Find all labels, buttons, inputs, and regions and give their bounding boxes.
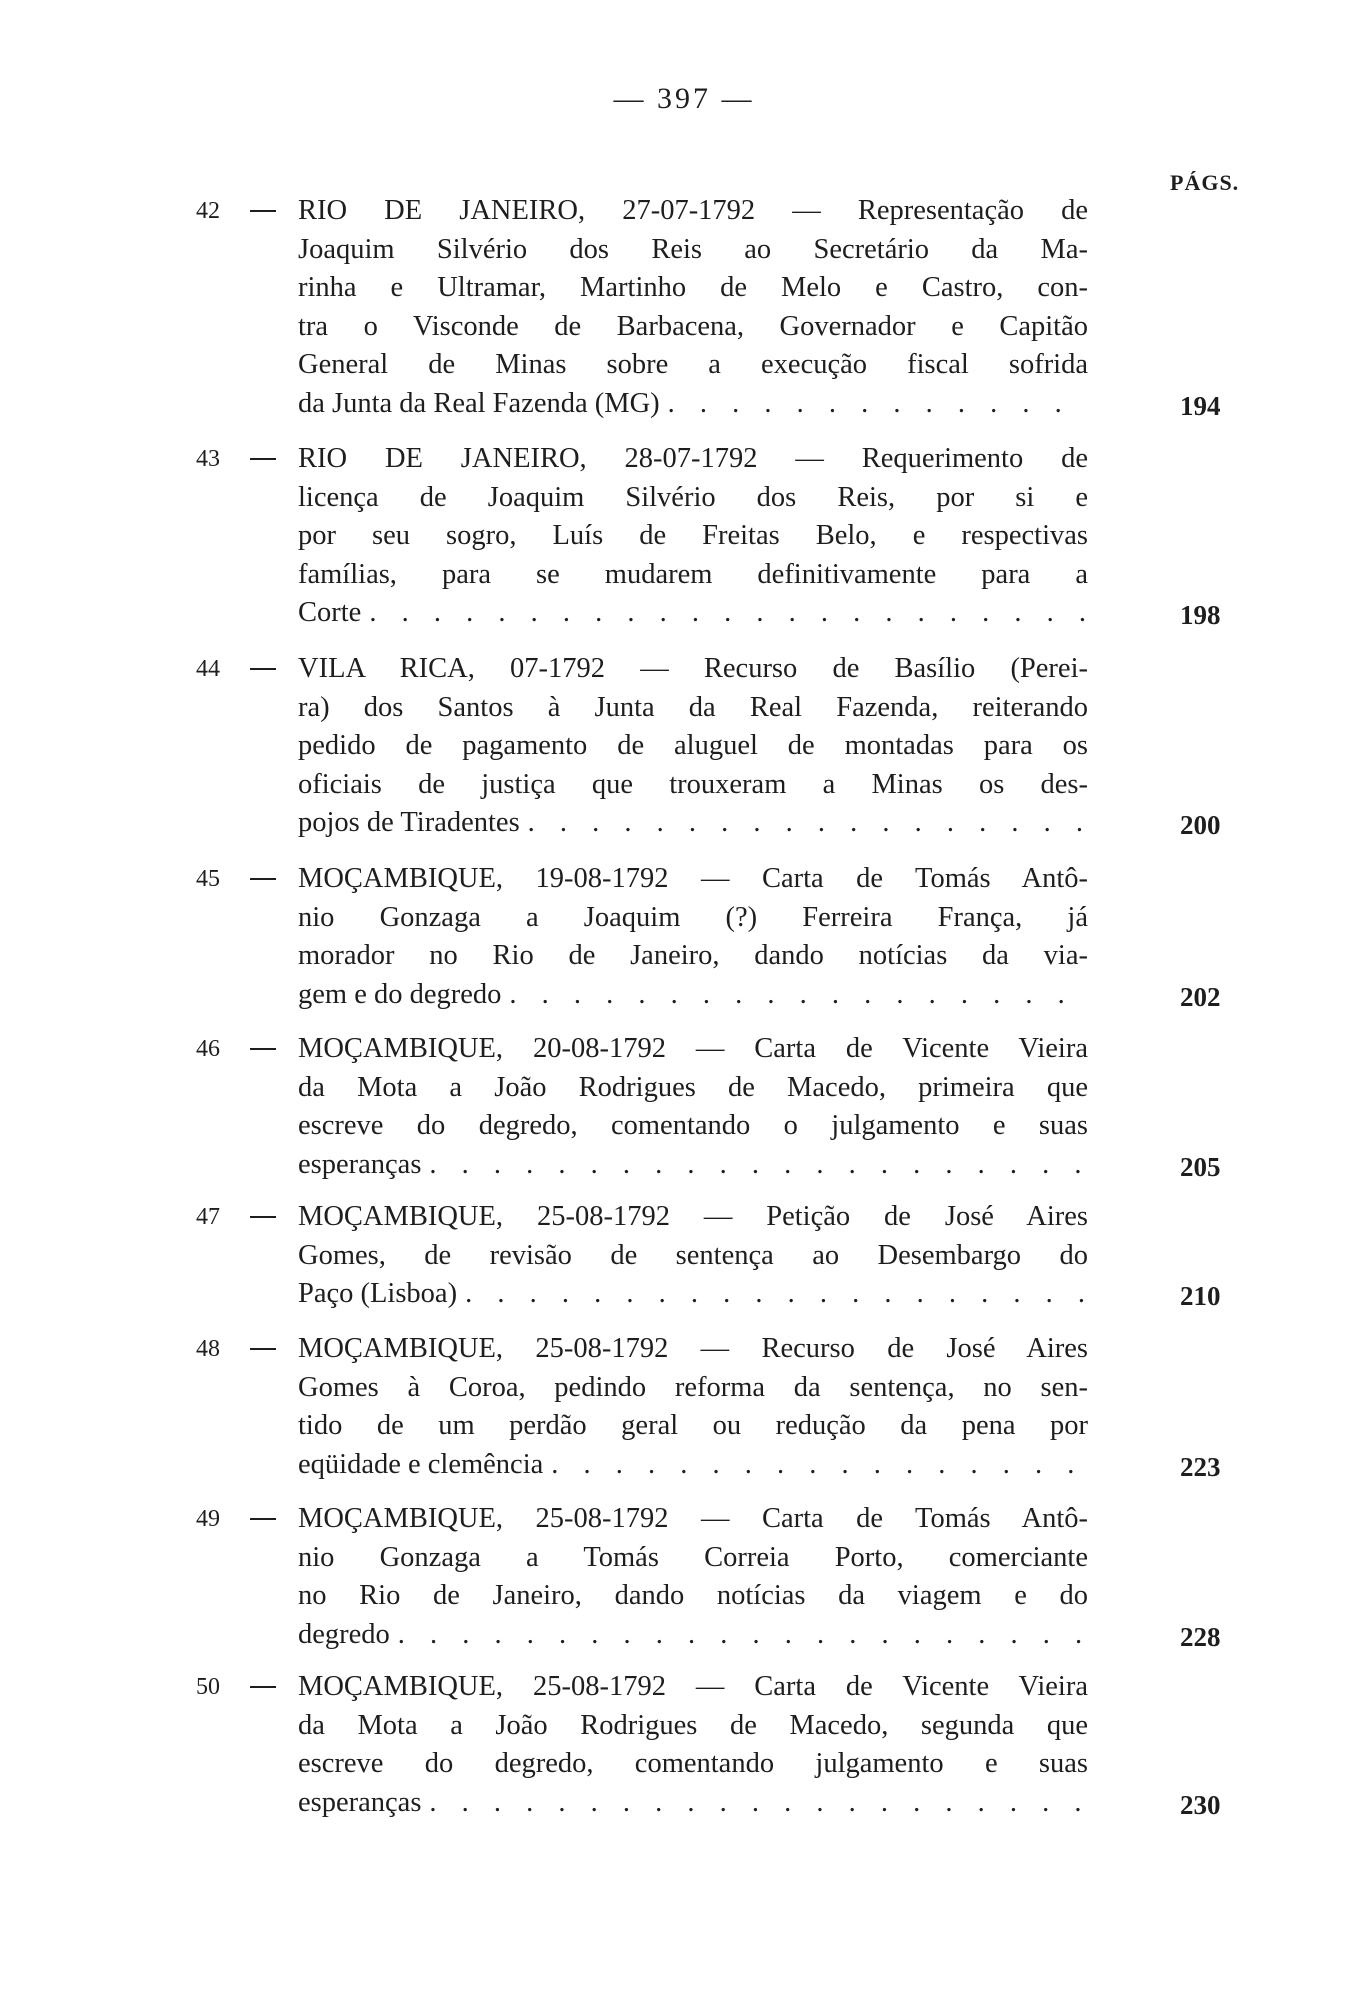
entry-line: VILA RICA, 07-1792 — Recurso de Basílio (Perei- xyxy=(298,653,1088,684)
page-number: — 397 — xyxy=(613,82,755,115)
entry-line: da Mota a João Rodrigues de Macedo, primeira que xyxy=(298,1071,1088,1103)
entry-dash xyxy=(250,458,276,460)
entry-page-number: 223 xyxy=(1180,1451,1221,1482)
entry-description xyxy=(298,1030,1088,1184)
entry-line: gem e do degredo . . . xyxy=(298,976,1088,1015)
dot-leader xyxy=(543,1446,1088,1485)
entry-page-number: 202 xyxy=(1180,981,1221,1012)
entry-page-number: 198 xyxy=(1180,600,1221,630)
entry-dash xyxy=(250,1348,276,1350)
entry-page-number: 205 xyxy=(1180,1151,1221,1182)
entry-line: oficiais de justiça que trouxeram a Minas os des- xyxy=(298,768,1088,800)
entry-page-number: 210 xyxy=(1180,1281,1221,1311)
entry-number: 44 xyxy=(196,656,220,682)
entry-number: 50 xyxy=(196,1674,220,1700)
entry-line: rinha e Ultramar, Martinho de Melo e Castro, con- xyxy=(298,272,1088,303)
dot-leader xyxy=(660,385,1088,424)
dot-leader xyxy=(361,594,1088,633)
entry-line: nio Gonzaga a Tomás Correia Porto, comerciante xyxy=(298,1541,1088,1573)
dot-leader xyxy=(390,1616,1088,1655)
entry-line: escreve do degredo, comentando o julgamento e suas xyxy=(298,1110,1088,1141)
entry-dash xyxy=(250,878,276,880)
entry-line: esperanças . . . xyxy=(298,1784,1088,1823)
entry-line: MOÇAMBIQUE, 25-08-1792 — Petição de José Aires xyxy=(298,1201,1088,1232)
entry-line: morador no Rio de Janeiro, dando notícias da via- xyxy=(298,940,1088,971)
entry-dash xyxy=(250,1216,276,1218)
entry-line: RIO DE JANEIRO, 28-07-1792 — Requerimento de xyxy=(298,443,1088,474)
entry-line: esperanças . . . xyxy=(298,1146,1088,1185)
entry-line: Paço (Lisboa) . . . xyxy=(298,1275,1088,1314)
entry-line: MOÇAMBIQUE, 25-08-1792 — Recurso de José Aires xyxy=(298,1333,1088,1364)
entry-dash xyxy=(250,210,276,212)
entry-line: degredo . . . xyxy=(298,1616,1088,1655)
entry-line: ra) dos Santos à Junta da Real Fazenda, reiterando xyxy=(298,691,1088,723)
entry-page-number: 228 xyxy=(1180,1621,1221,1652)
entry-description xyxy=(298,650,1088,843)
entry-line: General de Minas sobre a execução fiscal sofrida xyxy=(298,349,1088,380)
entry-line: Corte . . . xyxy=(298,594,1088,633)
entry-number: 48 xyxy=(196,1336,220,1362)
entry-description xyxy=(298,1668,1088,1822)
entry-number: 45 xyxy=(196,866,220,892)
entry-number: 46 xyxy=(196,1036,220,1062)
entry-dash xyxy=(250,668,276,670)
entry-line: eqüidade e clemência . . . xyxy=(298,1446,1088,1485)
entry-number: 43 xyxy=(196,446,220,472)
entry-number: 49 xyxy=(196,1506,220,1532)
entry-dash xyxy=(250,1048,276,1050)
entry-line: pedido de pagamento de aluguel de montadas para os xyxy=(298,730,1088,761)
entry-line: MOÇAMBIQUE, 25-08-1792 — Carta de Tomás Antô- xyxy=(298,1503,1088,1534)
entry-line: escreve do degredo, comentando julgamento e suas xyxy=(298,1748,1088,1779)
entry-line: Gomes à Coroa, pedindo reforma da sentença, no sen- xyxy=(298,1371,1088,1403)
entry-page-number: 200 xyxy=(1180,810,1221,840)
entry-line: da Mota a João Rodrigues de Macedo, segunda que xyxy=(298,1709,1088,1741)
entry-line: no Rio de Janeiro, dando notícias da viagem e do xyxy=(298,1580,1088,1611)
entry-line: famílias, para se mudarem definitivamente para a xyxy=(298,558,1088,590)
entry-line: MOÇAMBIQUE, 20-08-1792 — Carta de Vicente Vieira xyxy=(298,1033,1088,1064)
entry-line: por seu sogro, Luís de Freitas Belo, e respectivas xyxy=(298,520,1088,551)
entry-line: Joaquim Silvério dos Reis ao Secretário da Ma- xyxy=(298,233,1088,265)
entry-line: RIO DE JANEIRO, 27-07-1792 — Representação de xyxy=(298,195,1088,226)
dot-leader xyxy=(501,976,1088,1015)
entry-line: MOÇAMBIQUE, 19-08-1792 — Carta de Tomás Antô- xyxy=(298,863,1088,894)
dot-leader xyxy=(520,804,1088,843)
entry-description xyxy=(298,1500,1088,1654)
entry-dash xyxy=(250,1518,276,1520)
entry-number: 47 xyxy=(196,1204,220,1230)
pages-column-header: PÁGS. xyxy=(1170,170,1240,195)
entry-description xyxy=(298,192,1088,423)
entry-line: Gomes, de revisão de sentença ao Desembargo do xyxy=(298,1239,1088,1271)
entry-line: tido de um perdão geral ou redução da pena por xyxy=(298,1410,1088,1441)
entry-page-number: 230 xyxy=(1180,1789,1221,1820)
entry-line: pojos de Tiradentes . . . xyxy=(298,804,1088,843)
entry-line: MOÇAMBIQUE, 25-08-1792 — Carta de Vicente Vieira xyxy=(298,1671,1088,1702)
entry-line: tra o Visconde de Barbacena, Governador e Capitão xyxy=(298,310,1088,342)
entry-description xyxy=(298,860,1088,1014)
dot-leader xyxy=(421,1784,1088,1823)
entry-description xyxy=(298,440,1088,633)
entry-number: 42 xyxy=(196,198,220,224)
entry-line: da Junta da Real Fazenda (MG) . . . xyxy=(298,385,1088,424)
entry-description xyxy=(298,1198,1088,1314)
entry-dash xyxy=(250,1686,276,1688)
entry-page-number: 194 xyxy=(1180,390,1221,421)
dot-leader xyxy=(457,1275,1088,1314)
entry-line: nio Gonzaga a Joaquim (?) Ferreira França, já xyxy=(298,901,1088,933)
entry-line: licença de Joaquim Silvério dos Reis, por si e xyxy=(298,481,1088,513)
dot-leader xyxy=(421,1146,1088,1185)
entry-description xyxy=(298,1330,1088,1484)
